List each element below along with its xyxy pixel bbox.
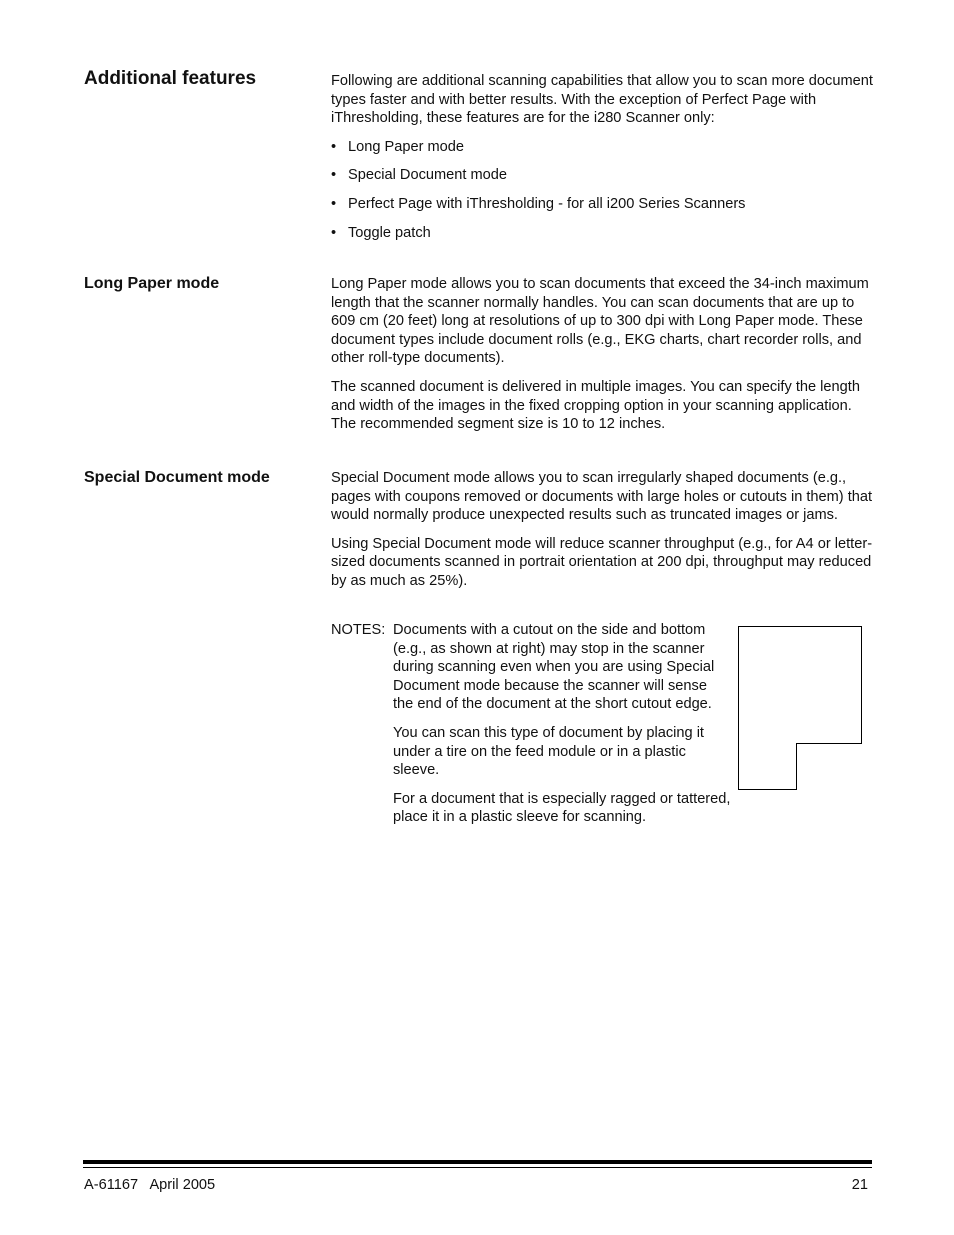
list-item: • Toggle patch xyxy=(331,224,431,241)
long-paper-paragraph-1: Long Paper mode allows you to scan documents that exceed the 34-inch maximum length that the scanner normally handles. You can scan documents that are up to 609 cm (20 feet) long at resolutions of up to 300 dpi with Long Paper mode. These document types include document rolls (e.g., EKG charts, chart recorder rolls, and other roll-type documents). xyxy=(331,276,869,367)
cutout-document-outline xyxy=(739,627,862,790)
notes-body xyxy=(393,621,731,827)
note-item: For a document that is especially ragged or tattered, place it in a plastic sleeve for scanning. xyxy=(393,790,731,826)
bullet-icon: • xyxy=(331,195,337,212)
cutout-document-illustration xyxy=(737,625,863,791)
list-item: • Perfect Page with iThresholding - for all i200 Series Scanners xyxy=(331,195,746,212)
special-document-paragraph-1: Special Document mode allows you to scan irregularly shaped documents (e.g., pages with coupons removed or documents with large holes or cutouts in them) that would normally produce unexpected results such as truncated images or jams. xyxy=(331,470,873,524)
additional-features-intro: Following are additional scanning capabilities that allow you to scan more document types faster and with better results. With the exception of Perfect Page with iThresholding, these features are for the i280 Scanner only: xyxy=(331,73,873,127)
bullet-icon: • xyxy=(331,138,337,155)
heading-special-document-mode: Special Document mode xyxy=(84,469,270,486)
features-list xyxy=(331,138,876,242)
notes-block xyxy=(331,621,731,837)
heading-long-paper-mode: Long Paper mode xyxy=(84,275,220,292)
note-item: Documents with a cutout on the side and bottom (e.g., as shown at right) may stop in the scanner during scanning even when you are using Special Document mode because the scanner will sense the end of the document at the short cutout edge. xyxy=(393,622,715,713)
long-paper-content xyxy=(331,275,876,444)
special-document-paragraph-2: Using Special Document mode will reduce scanner throughput (e.g., for A4 or letter-sized documents scanned in portrait orientation at 200 dpi, throughput may reduced by as much as 25%). xyxy=(331,535,873,589)
heading-additional-features: Additional features xyxy=(84,68,257,89)
list-item: • Special Document mode xyxy=(331,167,507,184)
note-item: You can scan this type of document by placing it under a tire on the feed module or in a plastic sleeve. xyxy=(393,724,704,779)
list-item: • Long Paper mode xyxy=(331,138,465,155)
footer-rule-thin xyxy=(83,1167,872,1168)
bullet-icon: • xyxy=(331,167,337,184)
footer-document-id: A-61167 April 2005 xyxy=(84,1177,216,1193)
notes-label: NOTES: xyxy=(331,622,386,638)
long-paper-paragraph-2: The scanned document is delivered in multiple images. You can specify the length and width of the images in the fixed cropping option in your scanning application. The recommended segment size is 10 to 12 inches. xyxy=(331,378,860,433)
footer-rule-thick xyxy=(83,1160,872,1164)
special-document-content xyxy=(331,469,876,601)
footer-page-number: 21 xyxy=(851,1177,868,1193)
bullet-icon: • xyxy=(331,224,337,241)
additional-features-content xyxy=(331,72,876,252)
